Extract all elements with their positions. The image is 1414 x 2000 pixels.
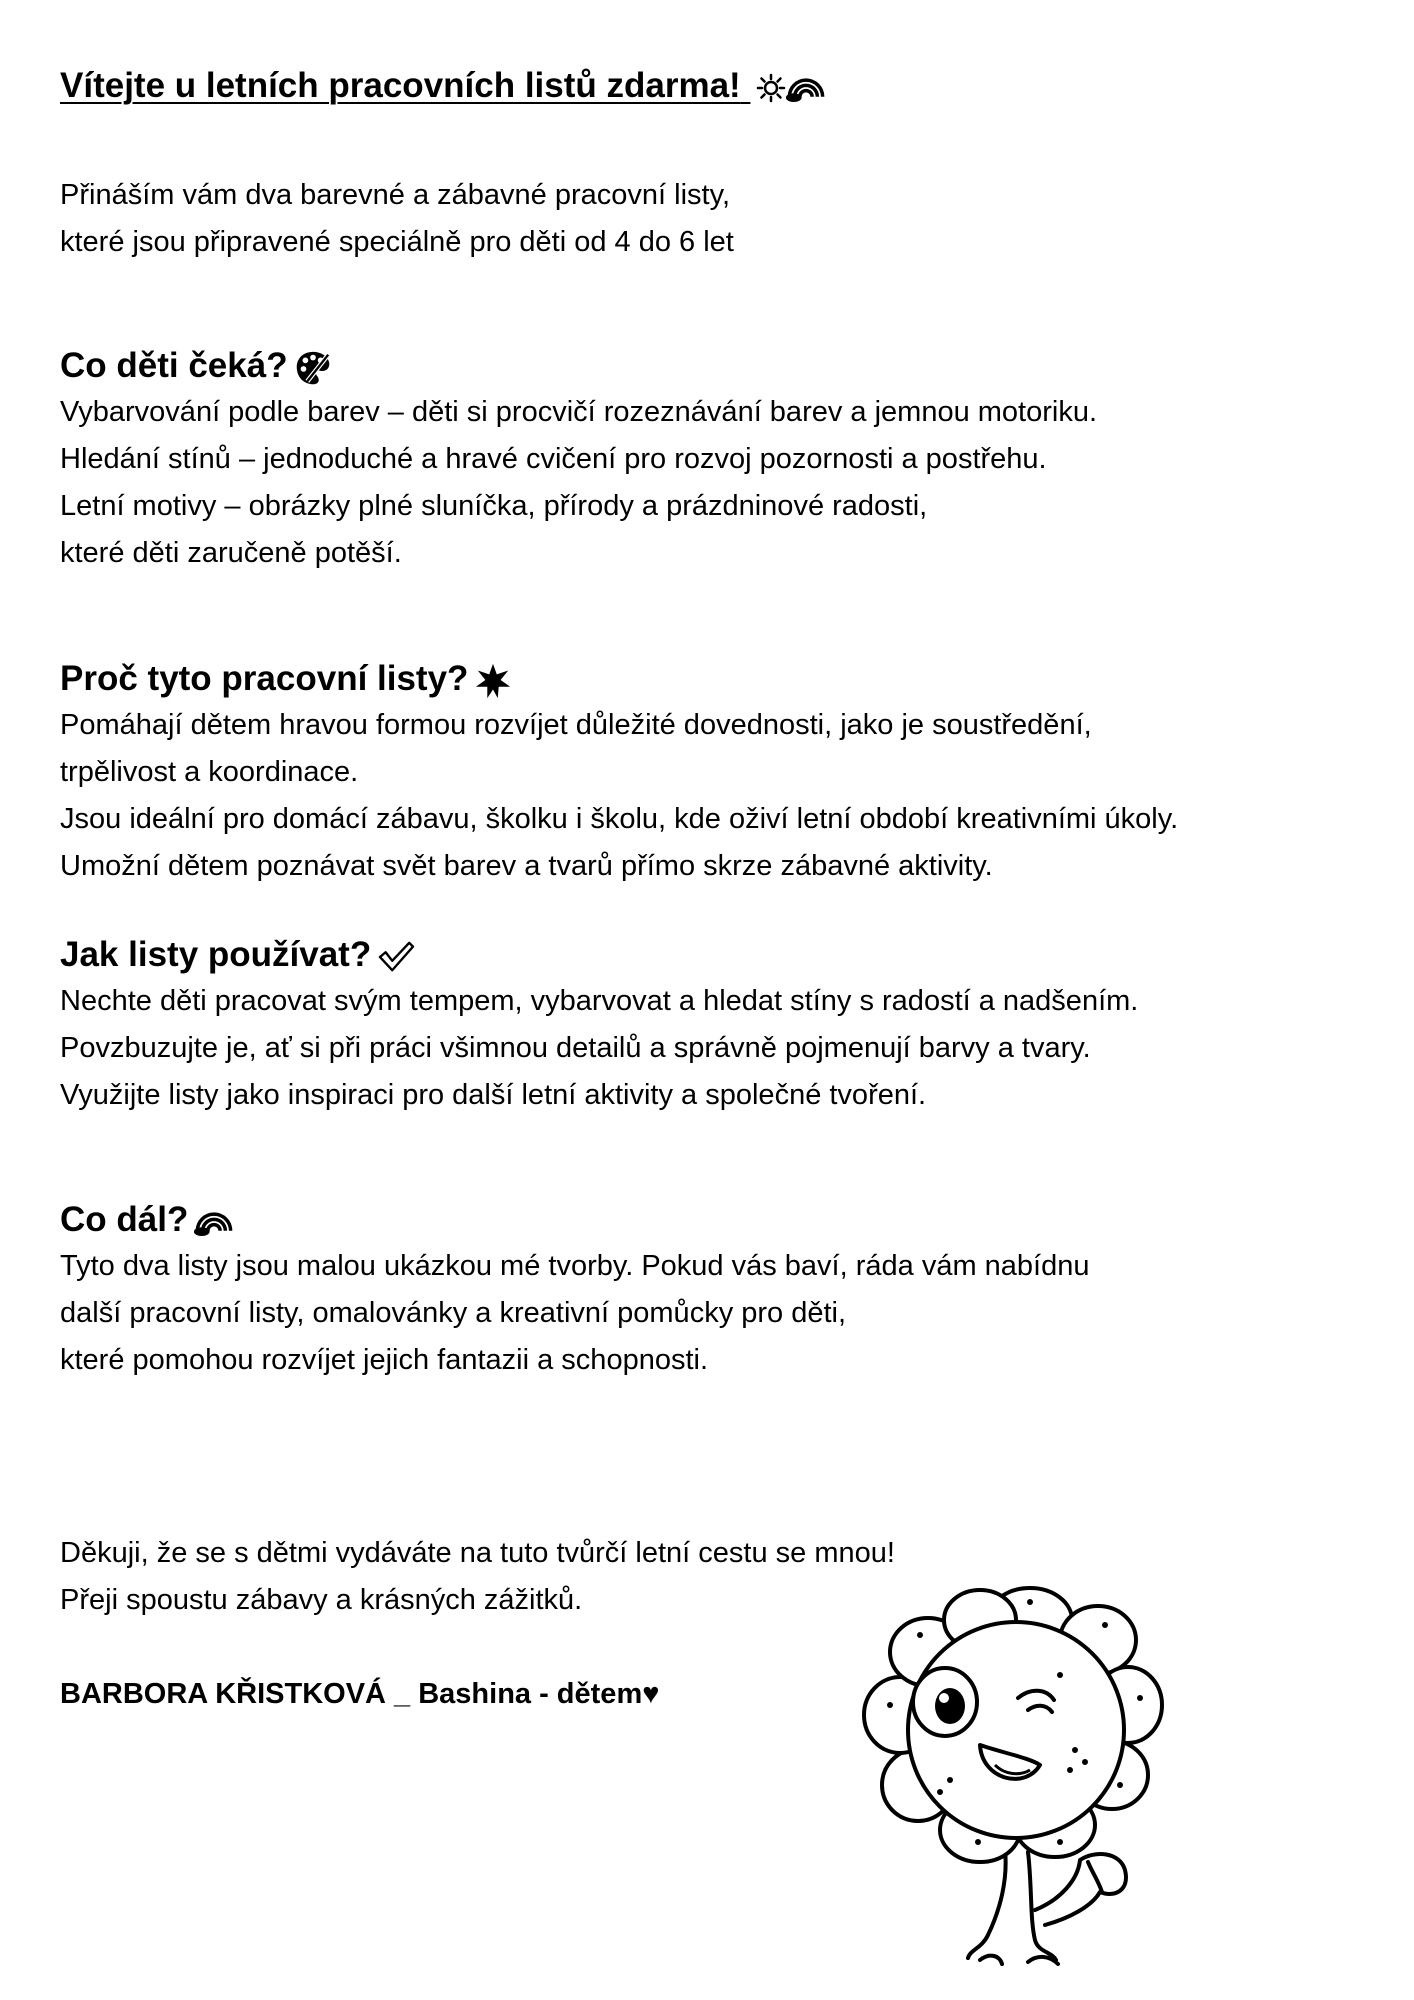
section-co-deti-ceka: [60, 342, 1097, 577]
section-line: Jsou ideální pro domácí zábavu, školku i školu, kde oživí letní období kreativními úkoly.: [60, 803, 1179, 835]
section-line: další pracovní listy, omalovánky a kreativní pomůcky pro děti,: [60, 1297, 847, 1329]
section-line: které děti zaručeně potěší.: [60, 537, 402, 569]
section-line: Nechte děti pracovat svým tempem, vybarvovat a hledat stíny s radostí a nadšením.: [60, 985, 1139, 1017]
section-line: trpělivost a koordinace.: [60, 756, 359, 788]
rainbow-icon: [786, 74, 826, 102]
intro-paragraph: [60, 172, 734, 266]
heading-text: Co dál?: [60, 1200, 189, 1239]
heading-text: Proč tyto pracovní listy?: [60, 659, 469, 698]
heading-text: Jak listy používat?: [60, 935, 372, 974]
section-line: Tyto dva listy jsou malou ukázkou mé tvorby. Pokud vás baví, ráda vám nabídnu: [60, 1250, 1090, 1282]
section-line: Povzbuzujte je, ať si při práci všimnou detailů a správně pojmenují barvy a tvary.: [60, 1032, 1091, 1064]
title-text: Vítejte u letních pracovních listů zdarma!: [60, 66, 741, 105]
intro-line: Přináším vám dva barevné a zábavné pracovní listy,: [60, 179, 731, 211]
section-line: Letní motivy – obrázky plné sluníčka, přírody a prázdninové radosti,: [60, 490, 928, 522]
section-heading: [60, 931, 1138, 978]
rainbow-icon: [194, 1208, 234, 1236]
intro-line: které jsou připravené speciálně pro děti od 4 do 6 let: [60, 226, 734, 258]
section-heading: [60, 655, 1178, 702]
section-jak-pouzivat: [60, 931, 1138, 1119]
page-title: [60, 66, 826, 106]
closing-paragraph: [60, 1530, 895, 1624]
section-co-dal: [60, 1196, 1090, 1384]
section-heading: [60, 1196, 1090, 1243]
star-icon: [474, 662, 512, 700]
section-line: Vybarvování podle barev – děti si procvičí rozeznávání barev a jemnou motoriku.: [60, 396, 1098, 428]
signature: BARBORA KŘISTKOVÁ _ Bashina - dětem♥: [60, 1678, 660, 1710]
closing-line: Děkuji, že se s dětmi vydáváte na tuto tvůrčí letní cestu se mnou!: [60, 1537, 895, 1569]
sun-icon: [756, 73, 786, 103]
flower-character-icon: [830, 1580, 1230, 1980]
closing-line: Přeji spoustu zábavy a krásných zážitků.: [60, 1584, 583, 1616]
section-line: které pomohou rozvíjet jejich fantazii a schopnosti.: [60, 1344, 709, 1376]
section-line: Pomáhají dětem hravou formou rozvíjet důležité dovednosti, jako je soustředění,: [60, 709, 1092, 741]
section-proc-tyto-listy: [60, 655, 1178, 890]
section-line: Umožní dětem poznávat svět barev a tvarů přímo skrze zábavné aktivity.: [60, 850, 993, 882]
section-line: Hledání stínů – jednoduché a hravé cvičení pro rozvoj pozornosti a postřehu.: [60, 443, 1047, 475]
section-line: Využijte listy jako inspiraci pro další letní aktivity a společné tvoření.: [60, 1079, 927, 1111]
section-heading: [60, 342, 1097, 389]
heading-text: Co děti čeká?: [60, 346, 288, 385]
check-icon: [377, 940, 415, 974]
palette-icon: [294, 349, 332, 387]
